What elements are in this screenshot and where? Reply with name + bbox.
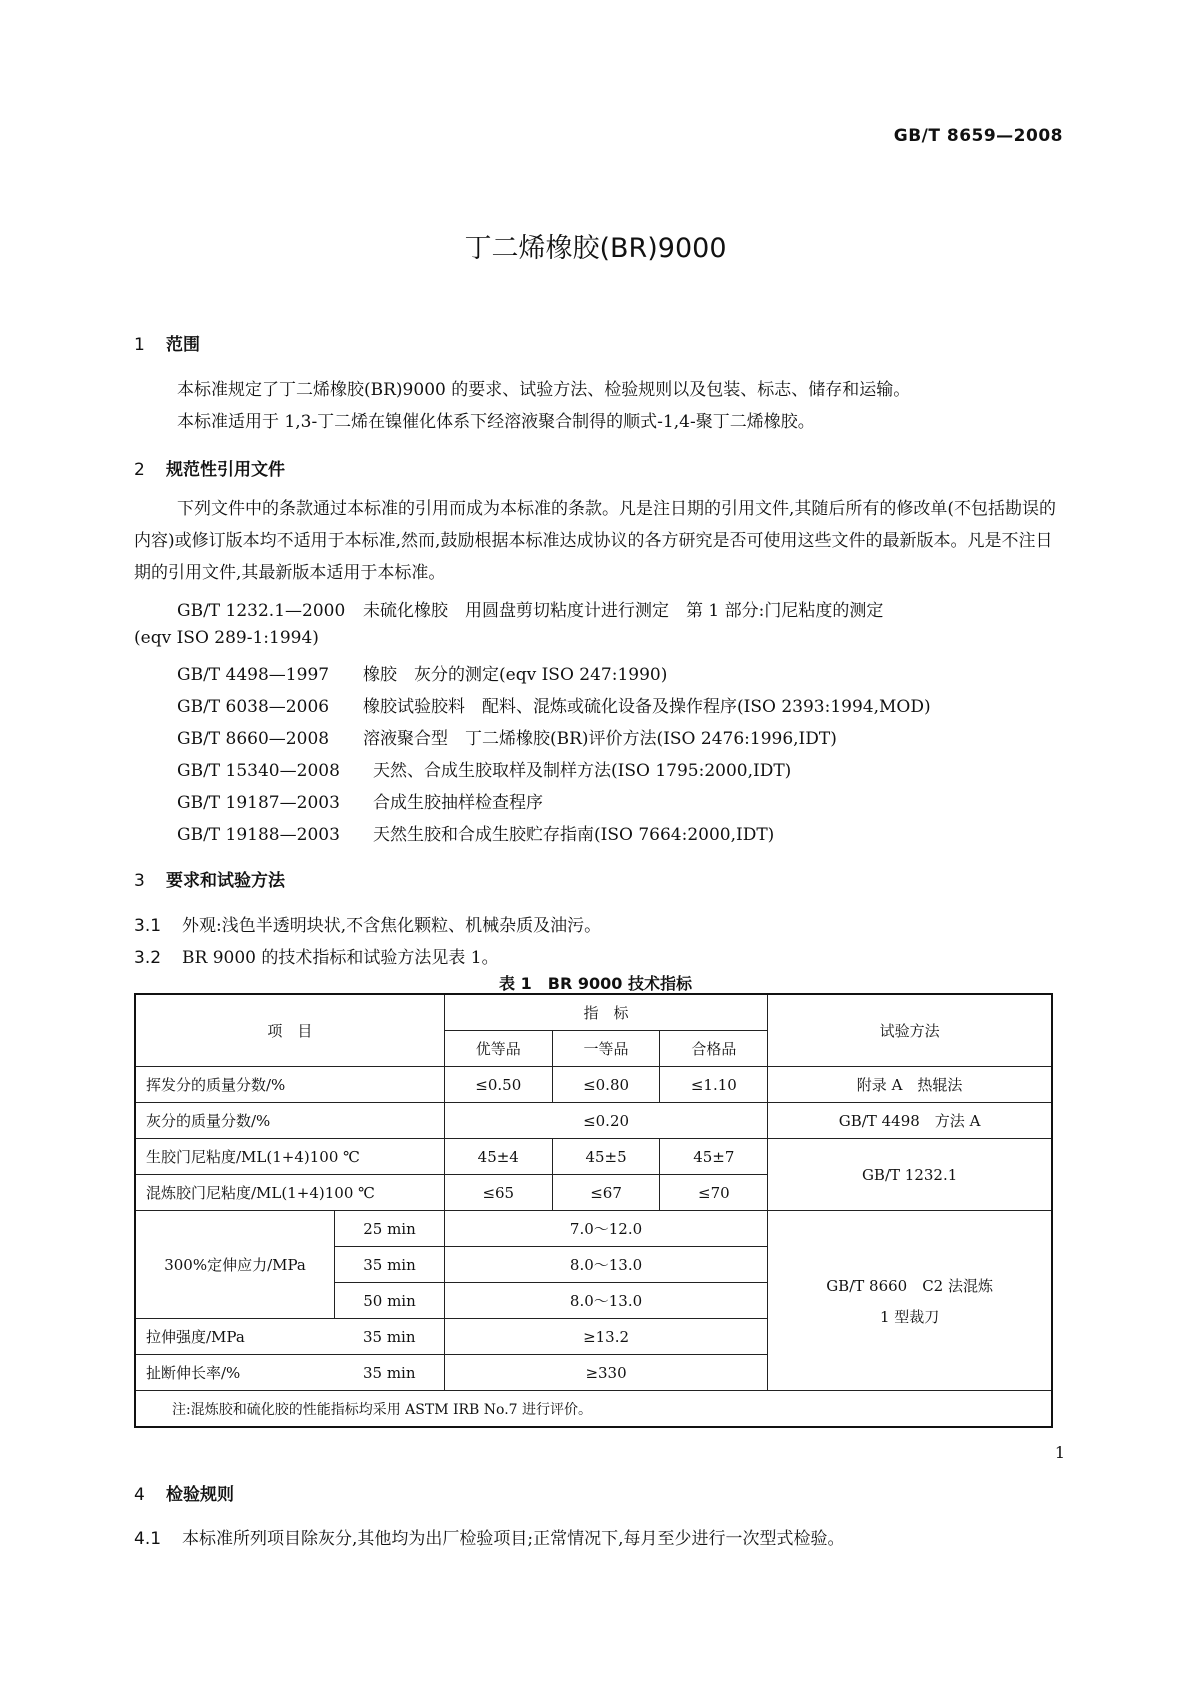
- section-number: 2: [134, 460, 145, 480]
- section-number: 4: [134, 1485, 145, 1505]
- reference-item: [177, 692, 931, 717]
- reference-code: GB/T 8660—2008: [177, 729, 330, 749]
- section-4-heading: [134, 1480, 234, 1505]
- header-grade: 优等品: [444, 1031, 552, 1067]
- cell-method: GB/T 4498 方法 A: [768, 1103, 1052, 1139]
- reference-code: GB/T 19187—2003: [177, 793, 340, 813]
- clause-text: BR 9000 的技术指标和试验方法见表 1。: [182, 948, 499, 968]
- reference-item: [177, 660, 667, 685]
- page-number: 1: [1054, 1443, 1065, 1462]
- row-label: 挥发分的质量分数/%: [135, 1067, 444, 1103]
- clause-3-2: [134, 943, 499, 968]
- intro-paragraph: 下列文件中的条款通过本标准的引用而成为本标准的条款。凡是注日期的引用文件,其随后所有的修改单(不包括勘误的内容)或修订版本均不适用于本标准,然而,鼓励根据本标准达成协议的各方研究是否可使用这些文件的最新版本。凡是不注日期的引用文件,其最新版本适用于本标准。: [134, 499, 1057, 583]
- row-label: 扯断伸长率/%: [135, 1355, 335, 1391]
- section-title: 规范性引用文件: [166, 460, 285, 480]
- cell-time: 35 min: [335, 1355, 445, 1391]
- cell-method: 附录 A 热辊法: [768, 1067, 1052, 1103]
- cell-value: ≤0.20: [444, 1103, 767, 1139]
- reference-title: 橡胶 灰分的测定(eqv ISO 247:1990): [363, 665, 668, 685]
- cell-value: ≥330: [444, 1355, 767, 1391]
- header-grade: 合格品: [660, 1031, 768, 1067]
- row-label: 拉伸强度/MPa: [135, 1319, 335, 1355]
- cell-value: ≤0.50: [444, 1067, 552, 1103]
- cell-method: GB/T 1232.1: [768, 1139, 1052, 1211]
- paragraph: 本标准适用于 1,3-丁二烯在镍催化体系下经溶液聚合制得的顺式-1,4-聚丁二烯橡胶。: [177, 412, 815, 432]
- table-row: [135, 1211, 1052, 1247]
- cell-value: 45±4: [444, 1139, 552, 1175]
- clause-3-1: [134, 911, 601, 936]
- method-line: 1 型裁刀: [879, 1307, 940, 1326]
- table-note-row: [135, 1391, 1052, 1428]
- cell-value: ≤1.10: [660, 1067, 768, 1103]
- header-index: 指 标: [444, 994, 767, 1031]
- table-row: [135, 1103, 1052, 1139]
- section-title: 要求和试验方法: [166, 871, 285, 891]
- clause-number: 4.1: [134, 1529, 162, 1549]
- reference-code: GB/T 4498—1997: [177, 665, 330, 685]
- section-3-heading: [134, 866, 285, 891]
- clause-4-1: [134, 1524, 845, 1549]
- cell-time: 35 min: [335, 1319, 445, 1355]
- reference-item: [177, 596, 883, 621]
- reference-code: GB/T 15340—2008: [177, 761, 340, 781]
- reference-title: 未硫化橡胶 用圆盘剪切粘度计进行测定 第 1 部分:门尼粘度的测定: [363, 601, 884, 621]
- section-title: 范围: [166, 335, 200, 355]
- cell-value: 7.0～12.0: [444, 1211, 767, 1247]
- table-note: 注:混炼胶和硫化胶的性能指标均采用 ASTM IRB No.7 进行评价。: [135, 1391, 1052, 1428]
- reference-item: [177, 724, 837, 749]
- paragraph: 本标准规定了丁二烯橡胶(BR)9000 的要求、试验方法、检验规则以及包装、标志、储存和运输。: [177, 380, 911, 400]
- clause-text: 本标准所列项目除灰分,其他均为出厂检验项目;正常情况下,每月至少进行一次型式检验。: [182, 1529, 845, 1549]
- cell-time: 25 min: [335, 1211, 445, 1247]
- cell-value: ≥13.2: [444, 1319, 767, 1355]
- reference-code: GB/T 1232.1—2000: [177, 601, 346, 621]
- method-line: GB/T 8660 C2 法混炼: [826, 1276, 993, 1295]
- reference-continuation: (eqv ISO 289-1:1994): [134, 628, 319, 648]
- cell-value: 8.0～13.0: [444, 1283, 767, 1319]
- cell-value: ≤0.80: [552, 1067, 660, 1103]
- header-grade: 一等品: [552, 1031, 660, 1067]
- document-title: 丁二烯橡胶(BR)9000: [464, 233, 727, 264]
- section-number: 3: [134, 871, 145, 891]
- cell-value: ≤65: [444, 1175, 552, 1211]
- reference-code: GB/T 19188—2003: [177, 825, 340, 845]
- header-item: 项 目: [135, 994, 444, 1067]
- header-method: 试验方法: [768, 994, 1052, 1067]
- cell-value: ≤67: [552, 1175, 660, 1211]
- cell-time: 35 min: [335, 1247, 445, 1283]
- reference-item: [177, 756, 791, 781]
- table-row: [135, 1067, 1052, 1103]
- cell-method: [768, 1211, 1052, 1391]
- cell-value: 45±5: [552, 1139, 660, 1175]
- section-2-heading: [134, 455, 285, 480]
- reference-item: [177, 820, 774, 845]
- table-header-row: [135, 994, 1052, 1031]
- row-label: 生胶门尼粘度/ML(1+4)100 ℃: [135, 1139, 444, 1175]
- table-caption: 表 1 BR 9000 技术指标: [499, 974, 692, 993]
- clause-number: 3.1: [134, 916, 162, 936]
- reference-item: [177, 788, 543, 813]
- section-title: 检验规则: [166, 1485, 234, 1505]
- reference-title: 天然、合成生胶取样及制样方法(ISO 1795:2000,IDT): [373, 761, 792, 781]
- cell-time: 50 min: [335, 1283, 445, 1319]
- row-label: 300%定伸应力/MPa: [135, 1211, 335, 1319]
- cell-value: 8.0～13.0: [444, 1247, 767, 1283]
- section-1-heading: [134, 330, 200, 355]
- clause-number: 3.2: [134, 948, 162, 968]
- standard-code: GB/T 8659—2008: [893, 126, 1063, 146]
- reference-title: 天然生胶和合成生胶贮存指南(ISO 7664:2000,IDT): [373, 825, 775, 845]
- reference-code: GB/T 6038—2006: [177, 697, 330, 717]
- reference-title: 合成生胶抽样检查程序: [373, 793, 543, 813]
- reference-title: 橡胶试验胶料 配料、混炼或硫化设备及操作程序(ISO 2393:1994,MOD): [363, 697, 931, 717]
- reference-title: 溶液聚合型 丁二烯橡胶(BR)评价方法(ISO 2476:1996,IDT): [363, 729, 837, 749]
- spec-table: [134, 993, 1053, 1428]
- row-label: 混炼胶门尼粘度/ML(1+4)100 ℃: [135, 1175, 444, 1211]
- table-row: [135, 1139, 1052, 1175]
- cell-value: 45±7: [660, 1139, 768, 1175]
- clause-text: 外观:浅色半透明块状,不含焦化颗粒、机械杂质及油污。: [182, 916, 602, 936]
- section-number: 1: [134, 335, 145, 355]
- cell-value: ≤70: [660, 1175, 768, 1211]
- row-label: 灰分的质量分数/%: [135, 1103, 444, 1139]
